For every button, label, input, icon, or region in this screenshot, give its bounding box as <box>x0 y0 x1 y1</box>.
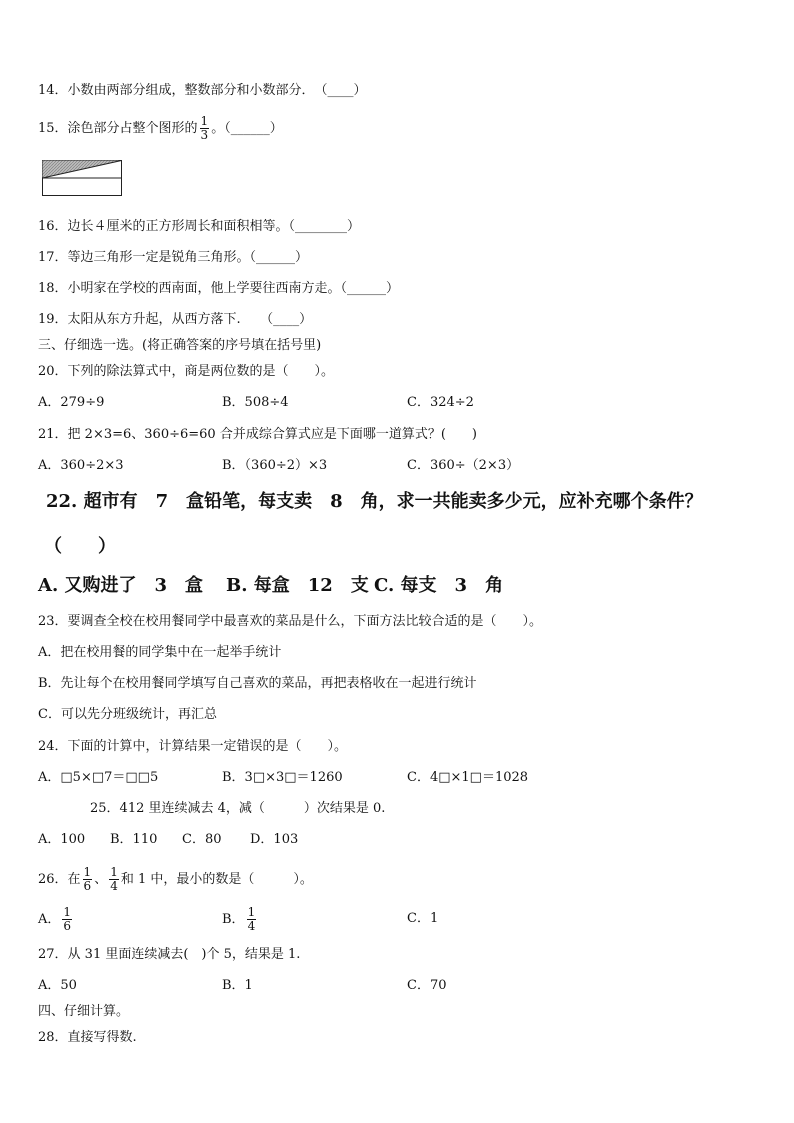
question-26-prefix: 26．在 <box>38 872 81 887</box>
question-26-suffix: 和 1 中，最小的数是（ ）。 <box>120 872 313 887</box>
fraction-one-sixth: $\frac{1}{6}$ <box>83 865 92 893</box>
q20-option-c: C．324÷2 <box>407 395 474 410</box>
q26-option-c: C．1 <box>407 911 439 926</box>
q24-option-c: C．4□×1□＝1028 <box>407 770 529 785</box>
q25-option-b: B．110 <box>110 832 158 847</box>
question-15-blank: 。（______） <box>211 121 283 136</box>
q20-option-a: A．279÷9 <box>38 395 105 410</box>
q26-option-a-fraction: $\frac{1}{6}$ <box>63 905 72 933</box>
q21-option-a: A．360÷2×3 <box>38 458 124 473</box>
q25-option-a: A．100 <box>38 832 86 847</box>
q21-option-b: B．（360÷2）×3 <box>222 458 328 473</box>
fraction-one-third: $\frac{1}{3}$ <box>200 114 209 142</box>
q23-option-a: A．把在校用餐的同学集中在一起举手统计 <box>38 645 282 660</box>
q23-option-c: C．可以先分班级统计，再汇总 <box>38 707 217 722</box>
question-18: 18．小明家在学校的西南面，他上学要往西南方走。（______） <box>38 281 400 296</box>
question-22-paren: （ ） <box>44 536 116 557</box>
question-27: 27．从 31 里面连续减去( )个 5，结果是 1. <box>38 947 301 962</box>
shaded-rectangle-figure <box>42 160 122 196</box>
q26-option-a: A． $\frac{1}{6}$ <box>38 905 72 933</box>
question-26 <box>38 866 313 893</box>
question-16: 16．边长４厘米的正方形周长和面积相等。（________） <box>38 219 361 234</box>
q24-option-b: B．3□×3□＝1260 <box>222 770 343 785</box>
q22-option-b: B. 每盒 12 支 <box>226 575 369 596</box>
fraction-one-fourth: $\frac{1}{4}$ <box>110 865 118 893</box>
question-19: 19．太阳从东方升起，从西方落下. （____） <box>38 312 313 327</box>
q24-option-a: A．□5×□7＝□□5 <box>38 770 159 785</box>
question-21: 21．把 2×3=6、360÷6=60 合并成综合算式应是下面哪一道算式？( ) <box>38 427 477 442</box>
q27-option-a: A．50 <box>38 978 77 993</box>
question-15-text: 15．涂色部分占整个图形的 <box>38 121 198 136</box>
q25-option-d: D．103 <box>250 832 299 847</box>
question-25: 25．412 里连续减去 4，减（ ）次结果是 0. <box>90 801 386 816</box>
question-14: 14．小数由两部分组成，整数部分和小数部分． （____） <box>38 83 367 98</box>
q23-option-b: B．先让每个在校用餐同学填写自己喜欢的菜品，再把表格收在一起进行统计 <box>38 676 477 691</box>
section-three-heading: 三、仔细选一选。(将正确答案的序号填在括号里) <box>38 338 322 353</box>
q27-option-c: C．70 <box>407 978 447 993</box>
question-26-sep: 、 <box>94 872 108 887</box>
question-22: 22. 超市有 7 盒铅笔，每支卖 8 角，求一共能卖多少元，应补充哪个条件？ <box>46 491 703 512</box>
question-20: 20．下列的除法算式中，商是两位数的是（ ）。 <box>38 364 335 379</box>
q21-option-c: C．360÷（2×3） <box>407 458 520 473</box>
q26-option-b-fraction: $\frac{1}{4}$ <box>247 905 256 933</box>
q27-option-b: B．1 <box>222 978 253 993</box>
question-28: 28．直接写得数. <box>38 1030 137 1045</box>
question-23: 23．要调查全校在校用餐同学中最喜欢的菜品是什么，下面方法比较合适的是（ ）。 <box>38 614 543 629</box>
q22-option-a: A. 又购进了 3 盒 <box>38 575 204 596</box>
q26-option-b: B． $\frac{1}{4}$ <box>222 905 256 933</box>
q20-option-b: B．508÷4 <box>222 395 289 410</box>
question-17: 17．等边三角形一定是锐角三角形。（______） <box>38 250 309 265</box>
question-15 <box>38 115 283 142</box>
question-24: 24．下面的计算中，计算结果一定错误的是（ ）。 <box>38 739 348 754</box>
section-four-heading: 四、仔细计算。 <box>38 1004 130 1019</box>
q22-option-c: C. 每支 3 角 <box>374 575 504 596</box>
q25-option-c: C．80 <box>182 832 222 847</box>
